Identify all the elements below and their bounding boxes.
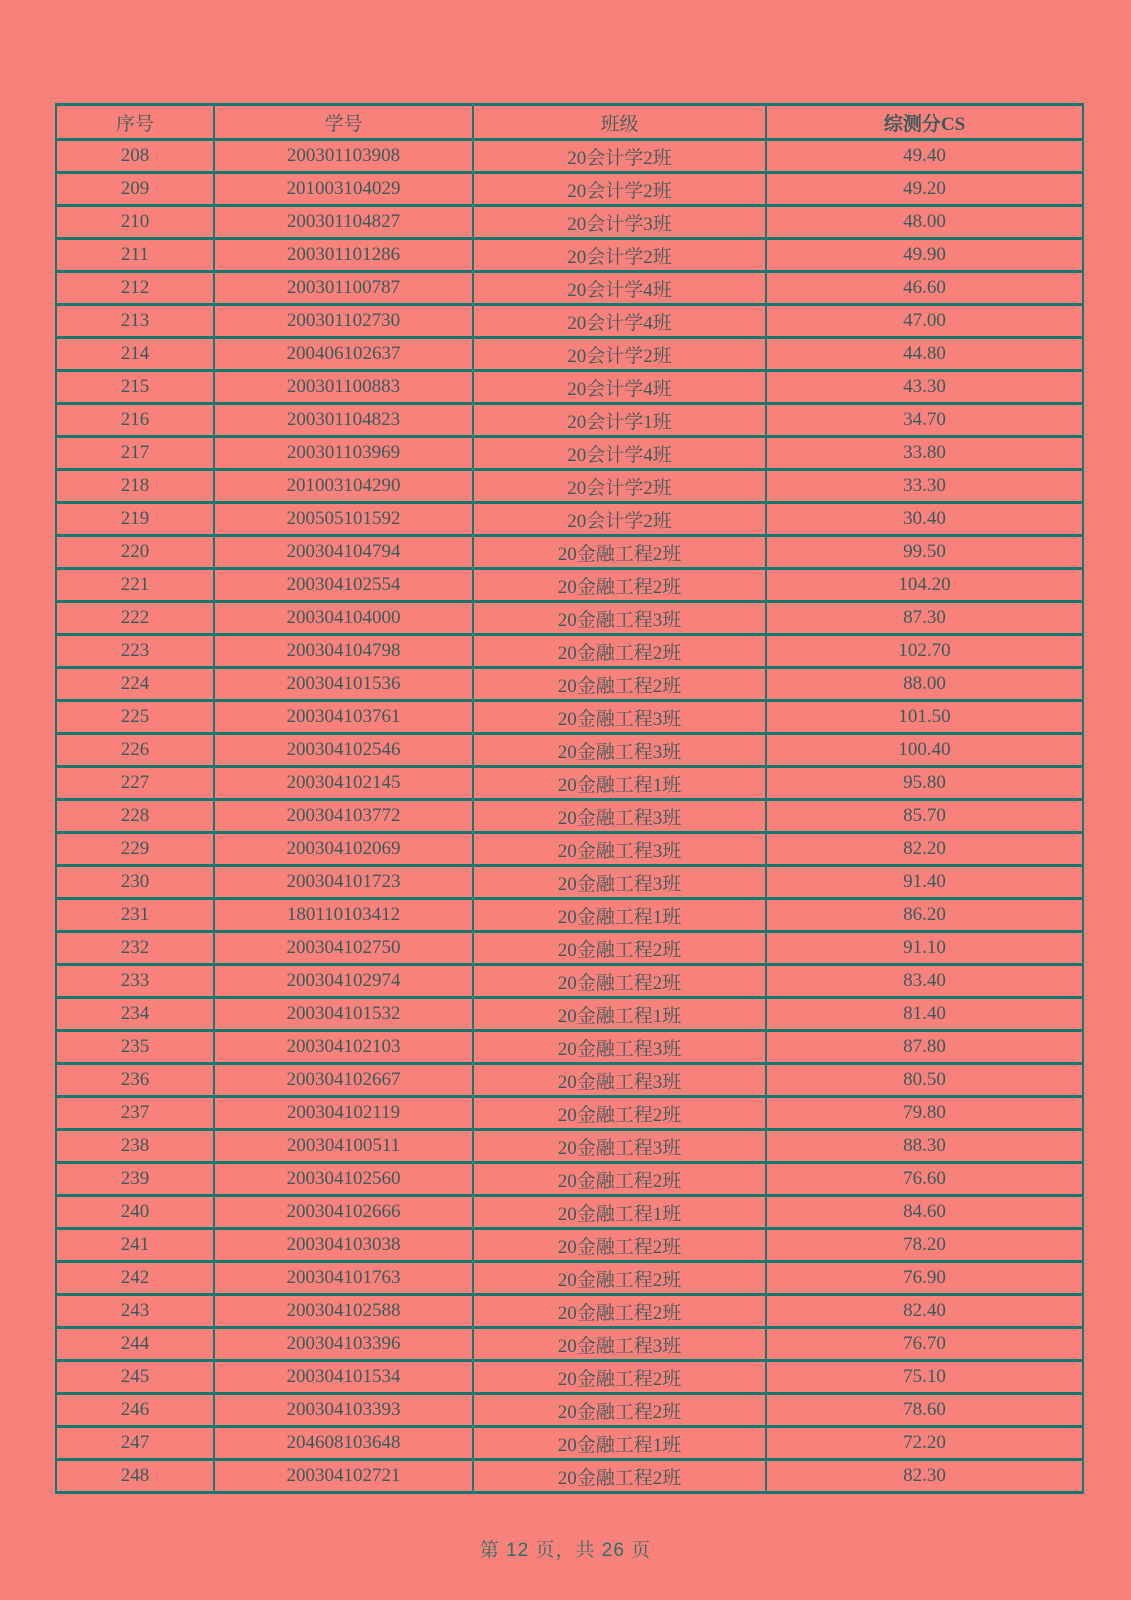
cell-serial: 238: [56, 1130, 214, 1163]
cell-score: 44.80: [766, 338, 1083, 371]
cell-class: 20会计学4班: [473, 371, 766, 404]
table-row: [56, 1295, 1083, 1328]
cell-student-id: 200304100511: [214, 1130, 473, 1163]
table-row: [56, 668, 1083, 701]
cell-serial: 236: [56, 1064, 214, 1097]
cell-student-id: 201003104290: [214, 470, 473, 503]
cell-score: 49.40: [766, 140, 1083, 173]
cell-serial: 234: [56, 998, 214, 1031]
table-row: [56, 767, 1083, 800]
cell-student-id: 200304102145: [214, 767, 473, 800]
cell-class: 20金融工程2班: [473, 569, 766, 602]
cell-serial: 229: [56, 833, 214, 866]
cell-class: 20金融工程2班: [473, 1295, 766, 1328]
cell-class: 20会计学2班: [473, 140, 766, 173]
cell-class: 20会计学4班: [473, 272, 766, 305]
cell-student-id: 200304104794: [214, 536, 473, 569]
cell-class: 20金融工程2班: [473, 635, 766, 668]
table-row: [56, 1427, 1083, 1460]
cell-class: 20会计学2班: [473, 503, 766, 536]
cell-student-id: 200301100883: [214, 371, 473, 404]
cell-class: 20金融工程1班: [473, 1196, 766, 1229]
cell-score: 75.10: [766, 1361, 1083, 1394]
cell-score: 76.70: [766, 1328, 1083, 1361]
cell-serial: 214: [56, 338, 214, 371]
cell-student-id: 200301103969: [214, 437, 473, 470]
cell-serial: 246: [56, 1394, 214, 1427]
cell-serial: 224: [56, 668, 214, 701]
cell-student-id: 200301100787: [214, 272, 473, 305]
cell-serial: 245: [56, 1361, 214, 1394]
table-row: [56, 1460, 1083, 1493]
cell-class: 20会计学4班: [473, 437, 766, 470]
cell-serial: 211: [56, 239, 214, 272]
cell-student-id: 204608103648: [214, 1427, 473, 1460]
cell-score: 104.20: [766, 569, 1083, 602]
cell-serial: 217: [56, 437, 214, 470]
cell-serial: 244: [56, 1328, 214, 1361]
cell-score: 33.80: [766, 437, 1083, 470]
cell-score: 101.50: [766, 701, 1083, 734]
cell-serial: 232: [56, 932, 214, 965]
cell-class: 20金融工程3班: [473, 800, 766, 833]
cell-serial: 239: [56, 1163, 214, 1196]
cell-class: 20金融工程2班: [473, 536, 766, 569]
cell-score: 82.30: [766, 1460, 1083, 1493]
table-row: [56, 239, 1083, 272]
table-row: [56, 437, 1083, 470]
table-row: [56, 206, 1083, 239]
table-row: [56, 470, 1083, 503]
cell-class: 20金融工程3班: [473, 734, 766, 767]
cell-class: 20金融工程1班: [473, 899, 766, 932]
cell-serial: 210: [56, 206, 214, 239]
cell-student-id: 200301104823: [214, 404, 473, 437]
cell-score: 99.50: [766, 536, 1083, 569]
table-row: [56, 1229, 1083, 1262]
cell-student-id: 200304102588: [214, 1295, 473, 1328]
cell-class: 20会计学1班: [473, 404, 766, 437]
table-row: [56, 569, 1083, 602]
table-row: [56, 536, 1083, 569]
cell-serial: 208: [56, 140, 214, 173]
cell-student-id: 200304104000: [214, 602, 473, 635]
cell-class: 20金融工程2班: [473, 965, 766, 998]
cell-serial: 220: [56, 536, 214, 569]
cell-class: 20金融工程3班: [473, 1130, 766, 1163]
col-header-serial: 序号: [56, 105, 214, 140]
cell-score: 85.70: [766, 800, 1083, 833]
cell-serial: 243: [56, 1295, 214, 1328]
table-row: [56, 899, 1083, 932]
cell-score: 43.30: [766, 371, 1083, 404]
cell-class: 20金融工程2班: [473, 1163, 766, 1196]
cell-serial: 233: [56, 965, 214, 998]
table-row: [56, 371, 1083, 404]
cell-class: 20金融工程2班: [473, 1097, 766, 1130]
cell-serial: 228: [56, 800, 214, 833]
cell-serial: 218: [56, 470, 214, 503]
cell-student-id: 200304102666: [214, 1196, 473, 1229]
cell-class: 20金融工程2班: [473, 1460, 766, 1493]
table-row: [56, 833, 1083, 866]
cell-student-id: 200304102667: [214, 1064, 473, 1097]
table-row: [56, 635, 1083, 668]
cell-student-id: 200301102730: [214, 305, 473, 338]
cell-score: 48.00: [766, 206, 1083, 239]
cell-score: 47.00: [766, 305, 1083, 338]
cell-student-id: 200301101286: [214, 239, 473, 272]
cell-score: 30.40: [766, 503, 1083, 536]
cell-serial: 212: [56, 272, 214, 305]
cell-student-id: 200304103396: [214, 1328, 473, 1361]
cell-student-id: 200406102637: [214, 338, 473, 371]
cell-serial: 222: [56, 602, 214, 635]
cell-serial: 241: [56, 1229, 214, 1262]
table-header: [56, 105, 1083, 140]
table-row: [56, 173, 1083, 206]
cell-class: 20金融工程2班: [473, 1229, 766, 1262]
cell-student-id: 200304104798: [214, 635, 473, 668]
cell-serial: 242: [56, 1262, 214, 1295]
table-row: [56, 1031, 1083, 1064]
cell-score: 91.40: [766, 866, 1083, 899]
cell-serial: 225: [56, 701, 214, 734]
cell-score: 33.30: [766, 470, 1083, 503]
cell-score: 80.50: [766, 1064, 1083, 1097]
cell-score: 88.30: [766, 1130, 1083, 1163]
table-row: [56, 404, 1083, 437]
col-header-score: 综测分CS: [766, 105, 1083, 140]
cell-serial: 235: [56, 1031, 214, 1064]
cell-student-id: 201003104029: [214, 173, 473, 206]
cell-serial: 247: [56, 1427, 214, 1460]
cell-score: 87.30: [766, 602, 1083, 635]
cell-serial: 226: [56, 734, 214, 767]
cell-student-id: 200304101723: [214, 866, 473, 899]
cell-class: 20金融工程2班: [473, 1262, 766, 1295]
table-row: [56, 503, 1083, 536]
cell-score: 49.20: [766, 173, 1083, 206]
table-row: [56, 1163, 1083, 1196]
cell-class: 20金融工程1班: [473, 998, 766, 1031]
table-row: [56, 866, 1083, 899]
score-table: [55, 103, 1084, 1494]
cell-class: 20会计学2班: [473, 338, 766, 371]
cell-score: 88.00: [766, 668, 1083, 701]
cell-student-id: 200304103038: [214, 1229, 473, 1262]
cell-score: 84.60: [766, 1196, 1083, 1229]
cell-class: 20金融工程3班: [473, 602, 766, 635]
cell-serial: 230: [56, 866, 214, 899]
table-row: [56, 305, 1083, 338]
page-number-footer: 第 12 页，共 26 页: [479, 1540, 652, 1561]
table-row: [56, 1196, 1083, 1229]
cell-serial: 223: [56, 635, 214, 668]
cell-student-id: 200304102554: [214, 569, 473, 602]
cell-class: 20会计学4班: [473, 305, 766, 338]
cell-class: 20金融工程2班: [473, 668, 766, 701]
cell-serial: 219: [56, 503, 214, 536]
cell-score: 78.20: [766, 1229, 1083, 1262]
cell-score: 102.70: [766, 635, 1083, 668]
col-header-class: 班级: [473, 105, 766, 140]
table-row: [56, 1130, 1083, 1163]
cell-score: 87.80: [766, 1031, 1083, 1064]
cell-score: 100.40: [766, 734, 1083, 767]
table-body: [56, 140, 1083, 1493]
col-header-student-id: 学号: [214, 105, 473, 140]
table-row: [56, 965, 1083, 998]
cell-class: 20金融工程3班: [473, 1064, 766, 1097]
cell-score: 95.80: [766, 767, 1083, 800]
cell-serial: 221: [56, 569, 214, 602]
table-row: [56, 998, 1083, 1031]
table-row: [56, 800, 1083, 833]
cell-serial: 240: [56, 1196, 214, 1229]
cell-serial: 227: [56, 767, 214, 800]
table-row: [56, 140, 1083, 173]
cell-student-id: 200304102069: [214, 833, 473, 866]
table-row: [56, 734, 1083, 767]
table-row: [56, 1394, 1083, 1427]
cell-student-id: 200304103772: [214, 800, 473, 833]
cell-class: 20金融工程3班: [473, 1328, 766, 1361]
cell-student-id: 180110103412: [214, 899, 473, 932]
cell-serial: 237: [56, 1097, 214, 1130]
cell-student-id: 200304102974: [214, 965, 473, 998]
cell-class: 20会计学3班: [473, 206, 766, 239]
cell-class: 20金融工程2班: [473, 932, 766, 965]
cell-score: 46.60: [766, 272, 1083, 305]
cell-score: 78.60: [766, 1394, 1083, 1427]
cell-student-id: 200304102750: [214, 932, 473, 965]
table-row: [56, 338, 1083, 371]
cell-student-id: 200304103761: [214, 701, 473, 734]
table-row: [56, 701, 1083, 734]
cell-student-id: 200304103393: [214, 1394, 473, 1427]
cell-student-id: 200304101536: [214, 668, 473, 701]
cell-student-id: 200304102119: [214, 1097, 473, 1130]
cell-student-id: 200304102103: [214, 1031, 473, 1064]
cell-class: 20金融工程2班: [473, 1394, 766, 1427]
cell-class: 20金融工程1班: [473, 767, 766, 800]
cell-class: 20金融工程1班: [473, 1427, 766, 1460]
cell-student-id: 200505101592: [214, 503, 473, 536]
cell-score: 34.70: [766, 404, 1083, 437]
cell-class: 20金融工程3班: [473, 701, 766, 734]
cell-score: 76.90: [766, 1262, 1083, 1295]
table-row: [56, 1064, 1083, 1097]
cell-score: 72.20: [766, 1427, 1083, 1460]
cell-serial: 248: [56, 1460, 214, 1493]
cell-score: 82.20: [766, 833, 1083, 866]
cell-score: 79.80: [766, 1097, 1083, 1130]
cell-serial: 216: [56, 404, 214, 437]
cell-student-id: 200304102721: [214, 1460, 473, 1493]
cell-student-id: 200304101532: [214, 998, 473, 1031]
cell-score: 83.40: [766, 965, 1083, 998]
table-row: [56, 602, 1083, 635]
table-row: [56, 1328, 1083, 1361]
cell-score: 86.20: [766, 899, 1083, 932]
cell-serial: 209: [56, 173, 214, 206]
table-row: [56, 272, 1083, 305]
cell-class: 20金融工程3班: [473, 866, 766, 899]
cell-class: 20金融工程3班: [473, 833, 766, 866]
cell-class: 20金融工程2班: [473, 1361, 766, 1394]
cell-student-id: 200304102560: [214, 1163, 473, 1196]
cell-student-id: 200301103908: [214, 140, 473, 173]
cell-student-id: 200304101763: [214, 1262, 473, 1295]
cell-student-id: 200304101534: [214, 1361, 473, 1394]
cell-serial: 215: [56, 371, 214, 404]
cell-serial: 231: [56, 899, 214, 932]
header-row: [56, 105, 1083, 140]
cell-score: 91.10: [766, 932, 1083, 965]
table-row: [56, 932, 1083, 965]
table-row: [56, 1361, 1083, 1394]
cell-score: 49.90: [766, 239, 1083, 272]
cell-score: 81.40: [766, 998, 1083, 1031]
cell-class: 20会计学2班: [473, 470, 766, 503]
cell-score: 82.40: [766, 1295, 1083, 1328]
cell-class: 20会计学2班: [473, 239, 766, 272]
cell-score: 76.60: [766, 1163, 1083, 1196]
table-row: [56, 1262, 1083, 1295]
cell-student-id: 200301104827: [214, 206, 473, 239]
cell-student-id: 200304102546: [214, 734, 473, 767]
cell-class: 20金融工程3班: [473, 1031, 766, 1064]
cell-serial: 213: [56, 305, 214, 338]
cell-class: 20会计学2班: [473, 173, 766, 206]
table-row: [56, 1097, 1083, 1130]
